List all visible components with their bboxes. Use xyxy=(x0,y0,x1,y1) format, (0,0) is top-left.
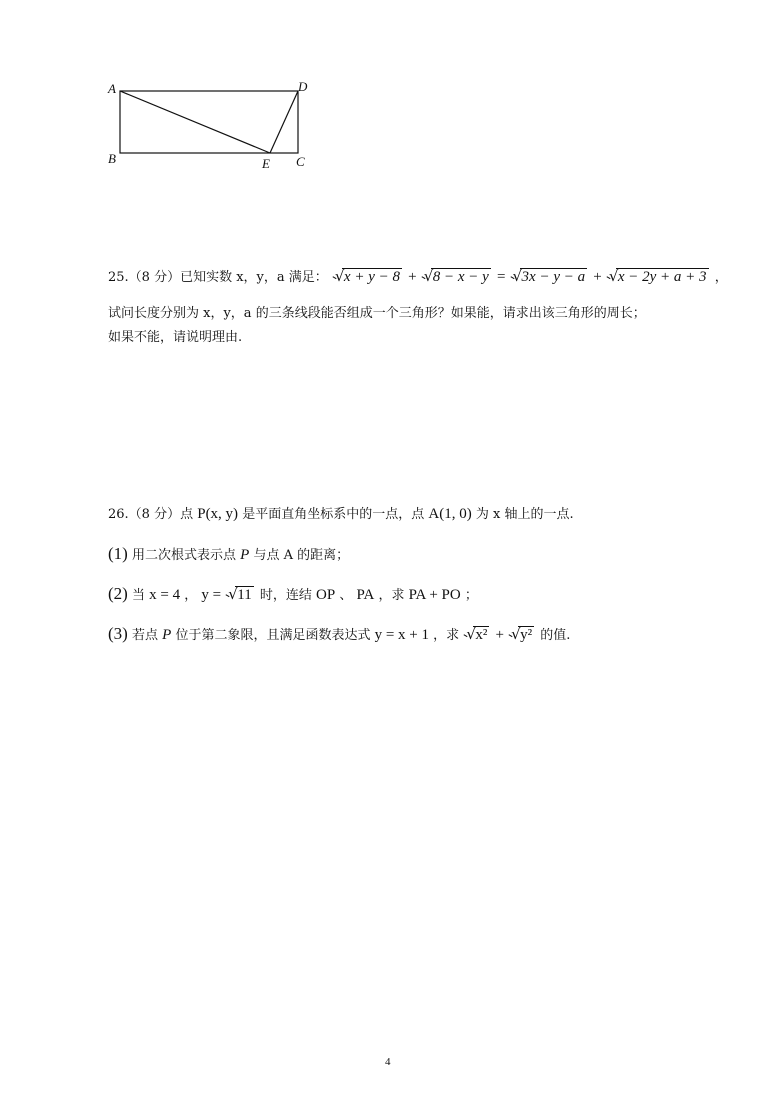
question-26-part-3 xyxy=(108,625,570,645)
part-2-dun: 、 xyxy=(339,588,353,603)
question-26-part-1 xyxy=(108,545,349,565)
q26-prefix: 26.（8 分）点 xyxy=(108,507,194,522)
part-3-var-p: P xyxy=(162,627,172,643)
part-3-text-d: 的值. xyxy=(540,628,571,643)
rectangle-abcd xyxy=(120,91,298,153)
q25-prefix: 25.（8 分）已知实数 x，y，a 满足： xyxy=(108,270,328,285)
question-25-line2: 试问长度分别为 x，y，a 的三条线段能否组成一个三角形？如果能，请求出该三角形的周长； xyxy=(108,306,646,321)
q26-point-a: A xyxy=(428,506,440,522)
part-2-expr: PA + PO xyxy=(408,587,461,603)
rectangle-figure xyxy=(100,76,330,176)
part-3-radical-1: √ x² xyxy=(463,626,489,645)
part-3-func: y = x + 1 xyxy=(374,627,430,643)
q25-comma: ， xyxy=(714,270,728,285)
label-e: E xyxy=(262,156,270,171)
part-3-number: (3) xyxy=(108,624,128,643)
part-2-number: (2) xyxy=(108,584,128,603)
q25-radical-4: √ x − 2y + a + 3 xyxy=(606,268,709,287)
q26-point-p: P xyxy=(197,506,206,522)
q26-coords-a: (1, 0) xyxy=(439,506,472,522)
part-1-text-a: 用二次根式表示点 xyxy=(131,548,236,563)
q25-equals: = xyxy=(496,269,506,285)
part-2-eq1: x = 4 xyxy=(149,587,181,603)
label-c: C xyxy=(296,154,305,169)
part-1-number: (1) xyxy=(108,544,128,563)
q25-radical-2: √ 8 − x − y xyxy=(421,268,491,287)
q25-plus-2: + xyxy=(593,269,602,285)
q26-coords-p: (x, y) xyxy=(205,506,239,522)
part-2-text-b: 时，连结 xyxy=(259,588,312,603)
q25-plus-1: + xyxy=(408,269,417,285)
segment-ed xyxy=(270,91,298,153)
part-1-text-b: 与点 A 的距离； xyxy=(253,548,350,563)
part-2-text-a: 当 xyxy=(131,588,145,603)
part-2-op: OP xyxy=(316,587,336,603)
part-2-sep: ， xyxy=(184,588,198,603)
part-1-var-p: P xyxy=(240,547,250,563)
q25-radical-3: √ 3x − y − a xyxy=(510,268,588,287)
part-3-text-b: 位于第二象限，且满足函数表达式 xyxy=(175,628,371,643)
part-3-text-c: ，求 xyxy=(433,628,460,643)
part-2-eq2-lhs: y = xyxy=(201,587,222,603)
part-2-text-c: ，求 xyxy=(378,588,405,603)
question-25-line1 xyxy=(108,268,728,287)
question-26-part-2 xyxy=(108,585,478,605)
q26-mid: 是平面直角坐标系中的一点，点 xyxy=(242,507,425,522)
part-2-radical: √ 11 xyxy=(225,586,253,605)
part-3-radical-2: √ y² xyxy=(508,626,534,645)
segment-ae xyxy=(120,91,270,153)
part-3-text-a: 若点 xyxy=(131,628,158,643)
part-2-pa: PA xyxy=(356,587,375,603)
part-3-plus: + xyxy=(495,627,504,643)
label-a: A xyxy=(108,81,116,96)
part-2-end: ； xyxy=(464,588,478,603)
page-number: 4 xyxy=(385,1056,391,1068)
question-25-line3: 如果不能，请说明理由. xyxy=(108,330,243,345)
label-d: D xyxy=(298,79,308,94)
label-b: B xyxy=(108,151,116,166)
q26-suffix: 为 x 轴上的一点. xyxy=(475,507,574,522)
question-26-stem xyxy=(108,505,574,524)
q25-radical-1: √ x + y − 8 xyxy=(332,268,402,287)
